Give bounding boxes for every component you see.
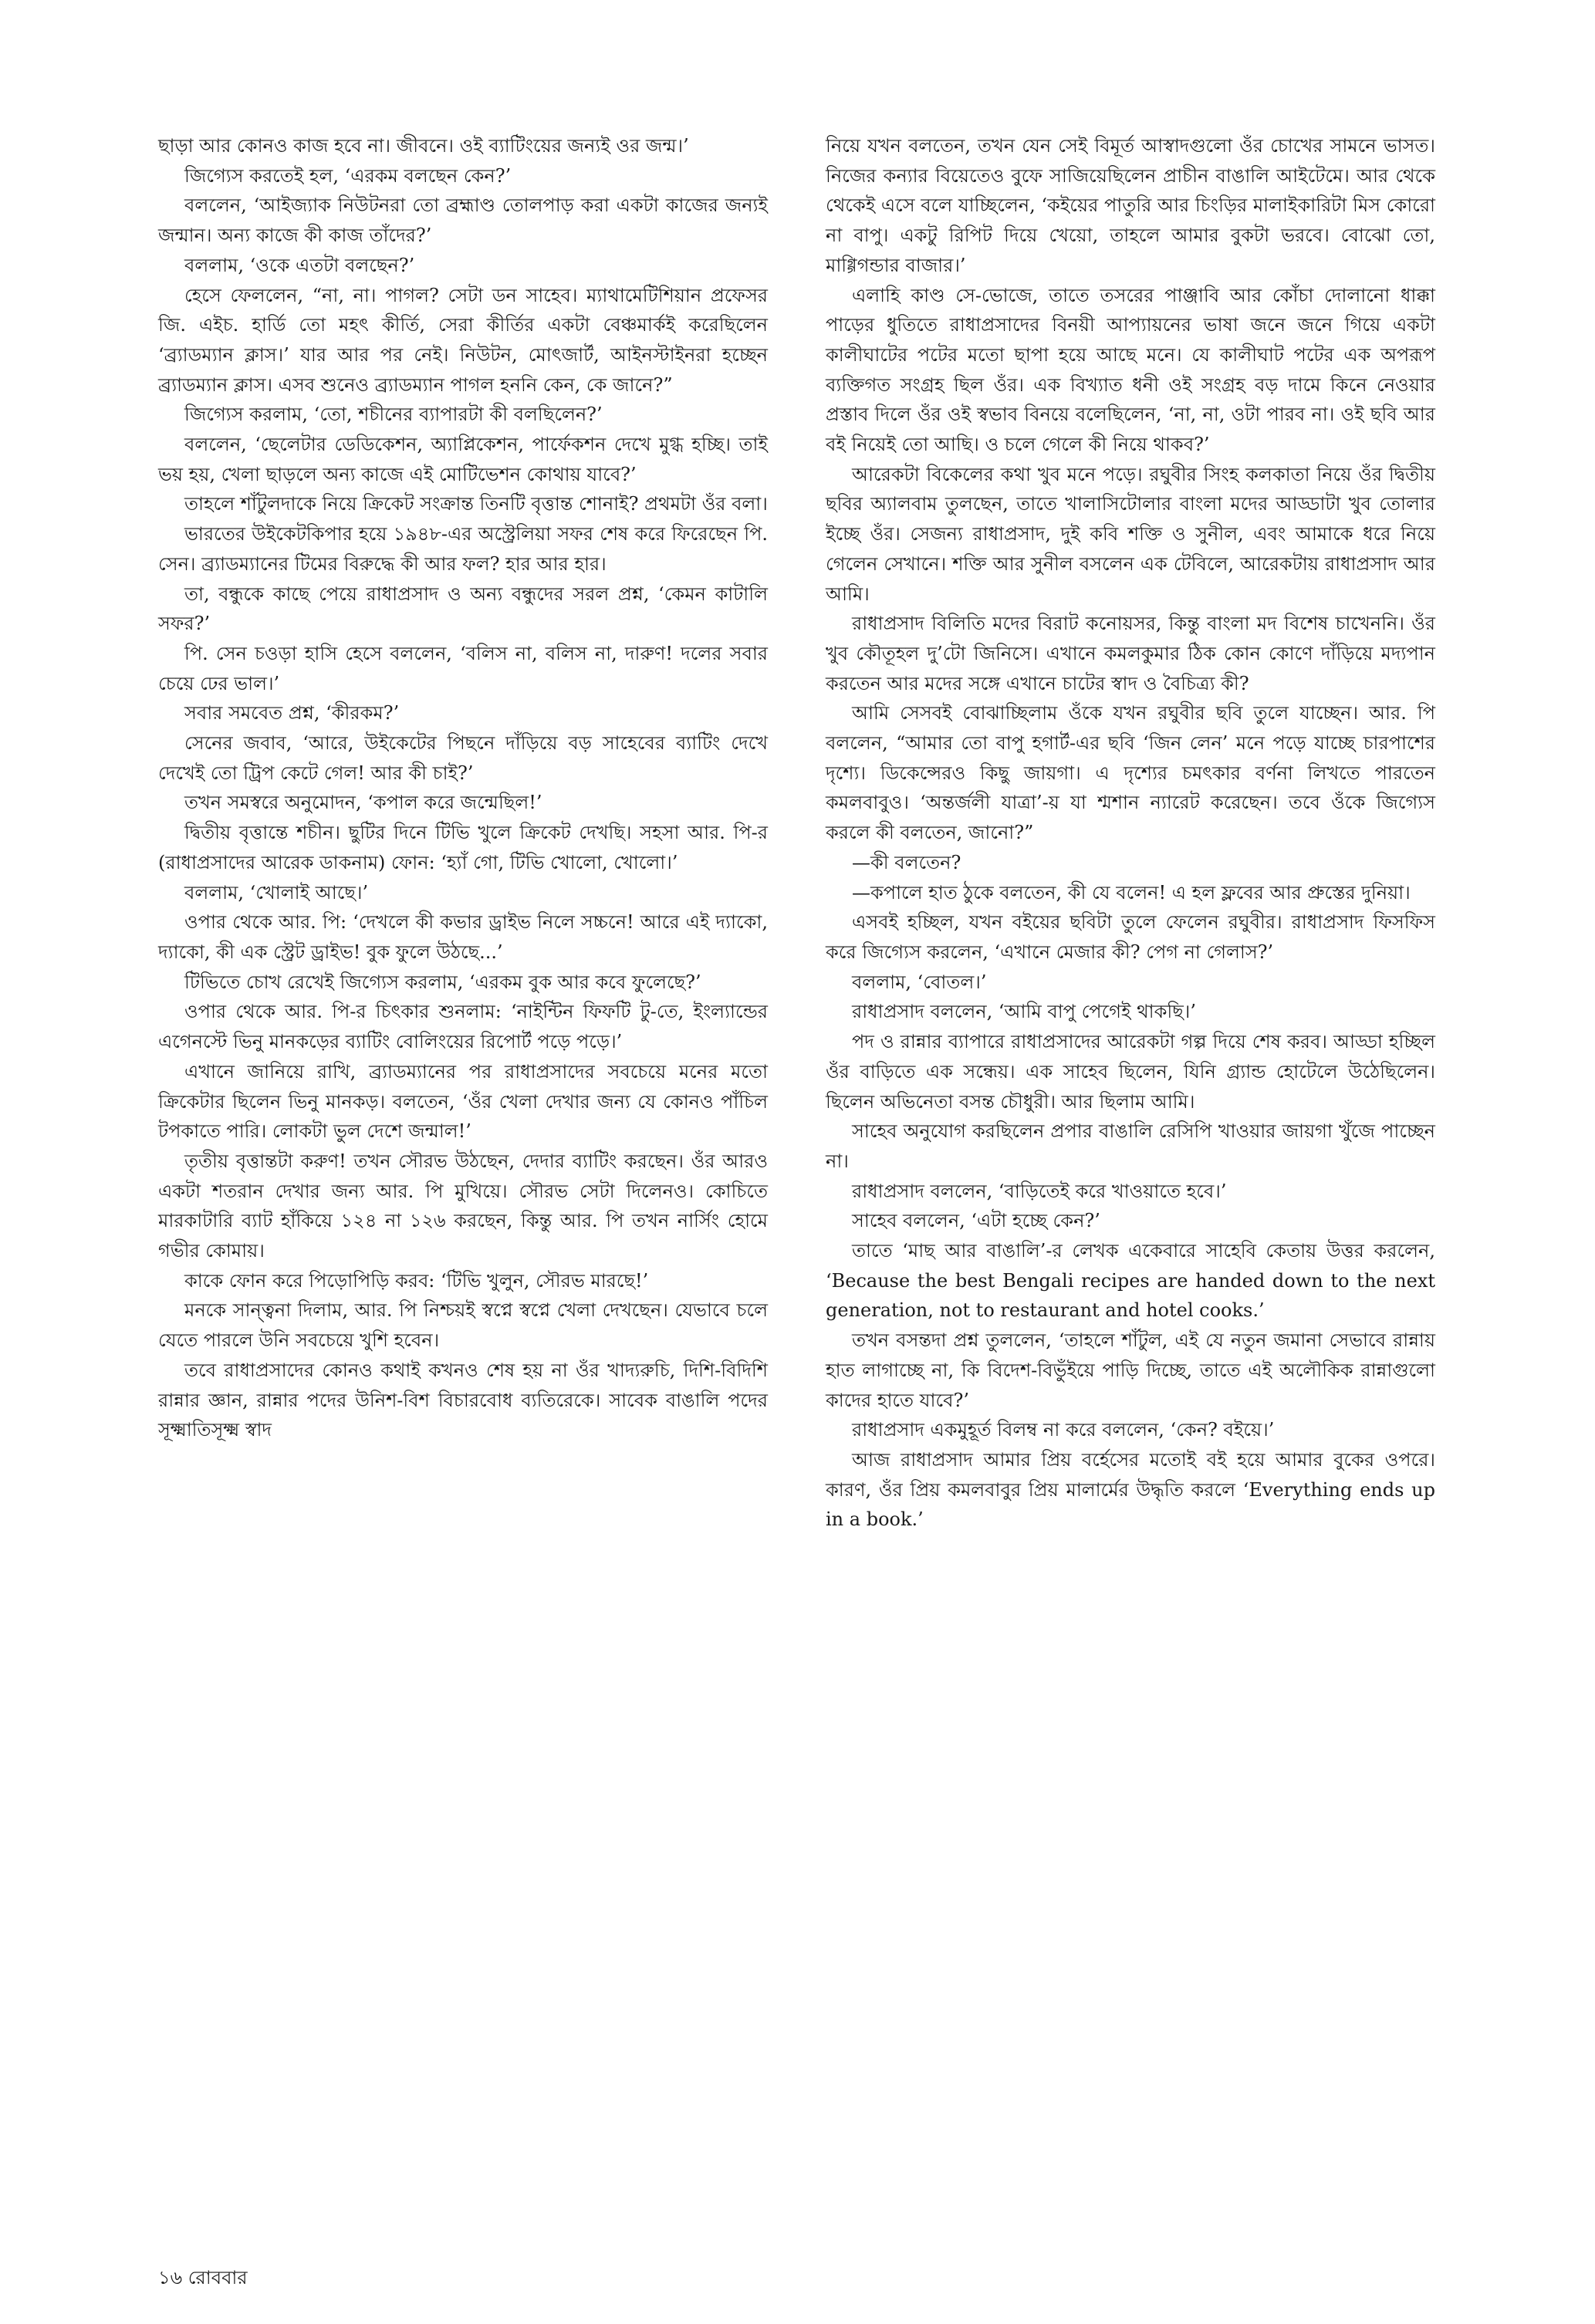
paragraph: টিভিতে চোখ রেখেই জিগ্যেস করলাম, ‘এরকম বুক আর কবে ফুলেছে?’ (184, 971, 701, 993)
paragraph: এখানে জানিয়ে রাখি, ব্র্যাডম্যানের পর রাধাপ্রসাদের সবচেয়ে মনের মতো ক্রিকেটার ছিলেন ভিনু মানকড়। বলতেন, ‘ওঁর খেলা দেখার জন্য যে কোনও পাঁচিল টপকাতে পারি। লোকটা ভুল দেশে জন্মাল!’ (158, 1060, 768, 1143)
right-column (826, 131, 1435, 1535)
paragraph: হেসে ফেললেন, “না, না। পাগল? সেটা ডন সাহেব। ম্যাথামেটিশিয়ান প্রফেসর জি. এইচ. হার্ডি তো মহৎ কীর্তি, সেরা কীর্তির একটা বেঞ্চমার্কই করেছিলেন ‘ব্র্যাডম্যান ক্লাস।’ যার আর পর নেই। নিউটন, মোৎজার্ট, আইনস্টাইনরা হচ্ছেন ব্র্যাডম্যান ক্লাস। এসব শুনেও ব্র্যাডম্যান পাগল হননি কেন, কে জানে?” (158, 284, 768, 396)
paragraph: বললেন, ‘ছেলেটার ডেডিকেশন, অ্যাপ্লিকেশন, পার্ফেকশন দেখে মুগ্ধ হচ্ছি। তাই ভয় হয়, খেলা ছাড়লে অন্য কাজে এই মোটিভেশন কোথায় যাবে?’ (158, 434, 768, 485)
paragraph: পি. সেন চওড়া হাসি হেসে বললেন, ‘বলিস না, বলিস না, দারুণ! দলের সবার চেয়ে ঢের ভাল।’ (158, 642, 768, 694)
paragraph: ভারতের উইকেটকিপার হয়ে ১৯৪৮-এর অস্ট্রেলিয়া সফর শেষ করে ফিরেছেন পি. সেন। ব্র্যাডম্যানের টিমের বিরুদ্ধে কী আর ফল? হার আর হার। (158, 523, 768, 575)
paragraph: বললাম, ‘খোলাই আছে।’ (184, 881, 369, 904)
paragraph: ওপার থেকে আর. পি: ‘দেখলে কী কভার ড্রাইভ নিলে সচ্চনে! আরে এই দ্যাকো, দ্যাকো, কী এক স্ট্রেট ড্রাইভ! বুক ফুলে উঠছে...’ (158, 911, 768, 963)
paragraph: সাহেব অনুযোগ করছিলেন প্রপার বাঙালি রেসিপি খাওয়ার জায়গা খুঁজে পাচ্ছেন না। (826, 1120, 1435, 1172)
paragraph: —কী বলতেন? (852, 851, 961, 873)
page-folio: ১৬ রোববার (158, 2267, 248, 2289)
paragraph: —কপালে হাত ঠুকে বলতেন, কী যে বলেন! এ হল ফ্লবের আর প্রুস্তের দুনিয়া। (852, 881, 1411, 904)
paragraph: নিয়ে যখন বলতেন, তখন যেন সেই বিমূর্ত আস্বাদগুলো ওঁর চোখের সামনে ভাসত। নিজের কন্যার বিয়েতেও বুফে সাজিয়েছিলেন প্রাচীন বাঙালি আইটেমে। আর থেকে থেকেই এসে বলে যাচ্ছিলেন, ‘কইয়ের পাতুরি আর চিংড়ির মালাইকারিটা মিস কোরো না বাপু। একটু রিপিট দিয়ে খেয়ো, তাহলে আমার বুকটা ভরবে। বোঝো তো, মাগ্গিগন্ডার বাজার।’ (826, 135, 1435, 276)
paragraph: আমি সেসবই বোঝাচ্ছিলাম ওঁকে যখন রঘুবীর ছবি তুলে যাচ্ছেন। আর. পি বললেন, “আমার তো বাপু হগার্ট-এর ছবি ‘জিন লেন’ মনে পড়ে যাচ্ছে চারপাশের দৃশ্যে। ডিকেন্সেরও কিছু জায়গা। এ দৃশ্যের চমৎকার বর্ণনা লিখতে পারতেন কমলবাবুও। ‘অন্তর্জলী যাত্রা’-য় যা শ্মশান ন্যারেট করেছেন। তবে ওঁকে জিগ্যেস করলে কী বলতেন, জানো?” (826, 702, 1435, 844)
paragraph: তখন বসন্তদা প্রশ্ন তুললেন, ‘তাহলে শাঁটুল, এই যে নতুন জমানা সেভাবে রান্নায় হাত লাগাচ্ছে না, কি বিদেশ-বিভুঁইয়ে পাড়ি দিচ্ছে, তাতে এই অলৌকিক রান্নাগুলো কাদের হাতে যাবে?’ (826, 1329, 1435, 1411)
paragraph: তাহলে শাঁটুলদাকে নিয়ে ক্রিকেট সংক্রান্ত তিনটি বৃত্তান্ত শোনাই? প্রথমটা ওঁর বলা। (184, 493, 768, 515)
paragraph: জিগ্যেস করলাম, ‘তো, শচীনের ব্যাপারটা কী বলছিলেন?’ (184, 404, 603, 426)
paragraph: সাহেব বললেন, ‘এটা হচ্ছে কেন?’ (852, 1210, 1100, 1232)
paragraph: বললাম, ‘ওকে এতটা বলছেন?’ (184, 254, 415, 276)
paragraph: দ্বিতীয় বৃত্তান্তে শচীন। ছুটির দিনে টিভি খুলে ক্রিকেট দেখছি। সহসা আর. পি-র (রাধাপ্রসাদের আরেক ডাকনাম) ফোন: ‘হ্যাঁ গো, টিভি খোলো, খোলো।’ (158, 822, 768, 873)
paragraph: কাকে ফোন করে পিড়োপিড়ি করব: ‘টিভি খুলুন, সৌরভ মারছে!’ (184, 1269, 649, 1292)
paragraph: বললাম, ‘বোতল।’ (852, 971, 987, 993)
paragraph: বললেন, ‘আইজ্যাক নিউটনরা তো ব্রহ্মাণ্ড তোলপাড় করা একটা কাজের জন্যই জন্মান। অন্য কাজে কী কাজ তাঁদের?’ (158, 194, 768, 247)
paragraph: রাধাপ্রসাদ বললেন, ‘বাড়িতেই করে খাওয়াতে হবে।’ (852, 1180, 1227, 1202)
paragraph: তা, বন্ধুকে কাছে পেয়ে রাধাপ্রসাদ ও অন্য বন্ধুদের সরল প্রশ্ন, ‘কেমন কাটালি সফর?’ (158, 583, 768, 635)
paragraph: তখন সমস্বরে অনুমোদন, ‘কপাল করে জন্মেছিল!’ (184, 792, 542, 814)
left-column (158, 131, 768, 1445)
paragraph: মনকে সান্ত্বনা দিলাম, আর. পি নিশ্চয়ই স্বপ্নে স্বপ্নে খেলা দেখছেন। যেভাবে চলে যেতে পারলে উনি সবচেয়ে খুশি হবেন। (158, 1299, 768, 1352)
paragraph: পদ ও রান্নার ব্যাপারে রাধাপ্রসাদের আরেকটা গল্প দিয়ে শেষ করব। আড্ডা হচ্ছিল ওঁর বাড়িতে এক সন্ধেয়। এক সাহেব ছিলেন, যিনি গ্র্যান্ড হোটেলে উঠেছিলেন। ছিলেন অভিনেতা বসন্ত চৌধুরী। আর ছিলাম আমি। (826, 1031, 1435, 1113)
paragraph: এসবই হচ্ছিল, যখন বইয়ের ছবিটা তুলে ফেলেন রঘুবীর। রাধাপ্রসাদ ফিসফিস করে জিগ্যেস করলেন, ‘এখানে মেজার কী? পেগ না গেলাস?’ (826, 911, 1435, 963)
paragraph: রাধাপ্রসাদ বিলিতি মদের বিরাট কনোয়সর, কিন্তু বাংলা মদ বিশেষ চাখেননি। ওঁর খুব কৌতূহল দু’টো জিনিসে। এখানে কমলকুমার ঠিক কোন কোণে দাঁড়িয়ে মদ্যপান করতেন আর মদের সঙ্গে এখানে চাটের স্বাদ ও বৈচিত্র্য কী? (826, 613, 1435, 694)
paragraph: রাধাপ্রসাদ একমুহূর্ত বিলম্ব না করে বললেন, ‘কেন? বইয়ে।’ (852, 1419, 1275, 1441)
paragraph: রাধাপ্রসাদ বললেন, ‘আমি বাপু পেগেই থাকছি।’ (852, 1001, 1197, 1023)
paragraph: ছাড়া আর কোনও কাজ হবে না। জীবনে। ওই ব্যাটিংয়ের জন্যই ওর জন্ম।’ (158, 135, 689, 157)
paragraph: আরেকটা বিকেলের কথা খুব মনে পড়ে। রঘুবীর সিংহ কলকাতা নিয়ে ওঁর দ্বিতীয় ছবির অ্যালবাম তুলছেন, তাতে খালাসিটোলার বাংলা মদের আড্ডাটা খুব তোলার ইচ্ছে ওঁর। সেজন্য রাধাপ্রসাদ, দুই কবি শক্তি ও সুনীল, এবং আমাকে ধরে নিয়ে গেলেন সেখানে। শক্তি আর সুনীল বসলেন এক টেবিলে, আরেকটায় রাধাপ্রসাদ আর আমি। (826, 463, 1435, 605)
paragraph: তাতে ‘মাছ আর বাঙালি’-র লেখক একেবারে সাহেবি কেতায় উত্তর করলেন, ‘Because the best Bengali recipes are handed down to the next generation, not to restaurant and hotel cooks.’ (826, 1240, 1435, 1322)
paragraph: তৃতীয় বৃত্তান্তটা করুণ! তখন সৌরভ উঠছেন, দেদার ব্যাটিং করছেন। ওঁর আরও একটা শতরান দেখার জন্য আর. পি মুখিয়ে। সৌরভ সেটা দিলেনও। কোচিতে মারকাটারি ব্যাট হাঁকিয়ে ১২৪ না ১২৬ করছেন, কিন্তু আর. পি তখন নার্সিং হোমে গভীর কোমায়। (158, 1150, 768, 1262)
paragraph: ওপার থেকে আর. পি-র চিৎকার শুনলাম: ‘নাইন্টিন ফিফটি টু-তে, ইংল্যান্ডের এগেনস্টে ভিনু মানকড়ের ব্যাটিং বোলিংয়ের রিপোর্ট পড়ে পড়ে।’ (158, 1001, 768, 1053)
paragraph: সবার সমবেত প্রশ্ন, ‘কীরকম?’ (184, 702, 400, 725)
paragraph: সেনের জবাব, ‘আরে, উইকেটের পিছনে দাঁড়িয়ে বড় সাহেবের ব্যাটিং দেখে দেখেই তো ট্রিপ কেটে গেল! আর কী চাই?’ (158, 732, 768, 784)
paragraph: তবে রাধাপ্রসাদের কোনও কথাই কখনও শেষ হয় না ওঁর খাদ্যরুচি, দিশি-বিদিশি রান্নার জ্ঞান, রান্নার পদের উনিশ-বিশ বিচারবোধ ব্যতিরেকে। সাবেক বাঙালি পদের সূক্ষ্মাতিসূক্ষ্ম স্বাদ (158, 1359, 768, 1441)
paragraph: আজ রাধাপ্রসাদ আমার প্রিয় বর্হেসের মতোই বই হয়ে আমার বুকের ওপরে। কারণ, ওঁর প্রিয় কমলবাবুর প্রিয় মালার্মের উদ্ধৃতি করলে ‘Everything ends up in a book.’ (826, 1448, 1435, 1531)
paragraph: এলাহি কাণ্ড সে-ভোজে, তাতে তসরের পাঞ্জাবি আর কোঁচা দোলানো ধাক্কা পাড়ের ধুতিতে রাধাপ্রসাদের বিনয়ী আপ্যায়নের ভাষা জনে জনে গিয়ে একটা কালীঘাটের পটের মতো ছাপা হয়ে আছে মনে। যে কালীঘাট পটের এক অপরূপ ব্যক্তিগত সংগ্রহ ছিল ওঁর। এক বিখ্যাত ধনী ওই সংগ্রহ বড় দামে কিনে নেওয়ার প্রস্তাব দিলে ওঁর ওই স্বভাব বিনয়ে বলেছিলেন, ‘না, না, ওটা পারব না। ওই ছবি আর বই নিয়েই তো আছি। ও চলে গেলে কী নিয়ে থাকব?’ (826, 284, 1435, 456)
paragraph: জিগ্যেস করতেই হল, ‘এরকম বলছেন কেন?’ (184, 164, 512, 187)
